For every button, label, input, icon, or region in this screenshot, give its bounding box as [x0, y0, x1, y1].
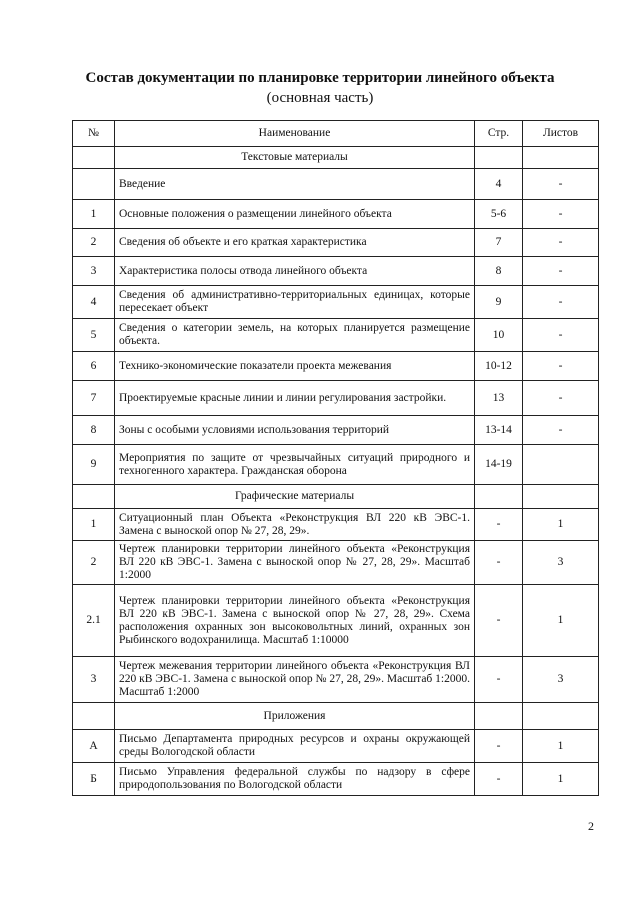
row-page: - [475, 541, 523, 585]
table-row [73, 200, 599, 229]
title-sub: (основная часть) [266, 90, 374, 106]
section-title: Графические материалы [115, 485, 475, 509]
row-num: 9 [73, 445, 115, 485]
row-page: - [475, 509, 523, 541]
table-row [73, 352, 599, 381]
row-num: 1 [73, 200, 115, 229]
header-page: Стр. [475, 121, 523, 147]
row-name: Сведения об объекте и его краткая характеристика [115, 229, 475, 257]
table-row [73, 169, 599, 200]
table-row [73, 381, 599, 416]
row-sheets: - [523, 229, 599, 257]
row-num: 8 [73, 416, 115, 445]
row-page: - [475, 585, 523, 657]
row-page: - [475, 730, 523, 763]
row-name: Проектируемые красные линии и линии регулирования застройки. [115, 381, 475, 416]
row-page: 13 [475, 381, 523, 416]
row-page: 8 [475, 257, 523, 286]
row-sheets: - [523, 352, 599, 381]
row-page: 10 [475, 319, 523, 352]
row-num: 4 [73, 286, 115, 319]
row-page: - [475, 763, 523, 796]
row-sheets: 1 [523, 730, 599, 763]
row-page: 13-14 [475, 416, 523, 445]
row-name: Технико-экономические показатели проекта межевания [115, 352, 475, 381]
row-page: 7 [475, 229, 523, 257]
row-sheets: - [523, 200, 599, 229]
row-num: 2 [73, 229, 115, 257]
section-title: Приложения [115, 703, 475, 730]
table-row [73, 730, 599, 763]
row-name: Чертеж планировки территории линейного объекта «Реконструкция ВЛ 220 кВ ЭВС-1. Замена с выноской опор № 27, 28, 29». Масштаб 1:2000 [115, 541, 475, 585]
row-page: 4 [475, 169, 523, 200]
row-name: Ситуационный план Объекта «Реконструкция ВЛ 220 кВ ЭВС-1. Замена с выноской опор № 27, 28, 29». [115, 509, 475, 541]
row-name: Письмо Управления федеральной службы по надзору в сфере природопользования по Вологодской области [115, 763, 475, 796]
section-row [73, 485, 599, 509]
row-num: 5 [73, 319, 115, 352]
row-num: 7 [73, 381, 115, 416]
row-sheets: - [523, 319, 599, 352]
row-name: Чертеж межевания территории линейного объекта «Реконструкция ВЛ 220 кВ ЭВС-1. Замена с выноской опор № 27, 28, 29». Масштаб 1:2000. Масштаб 1:2000 [115, 657, 475, 703]
row-page: 10-12 [475, 352, 523, 381]
row-name: Введение [115, 169, 475, 200]
row-num: Б [73, 763, 115, 796]
table-row [73, 445, 599, 485]
row-page: 9 [475, 286, 523, 319]
row-sheets: - [523, 286, 599, 319]
row-sheets: 1 [523, 509, 599, 541]
table-row [73, 763, 599, 796]
row-sheets: 1 [523, 763, 599, 796]
row-name: Характеристика полосы отвода линейного объекта [115, 257, 475, 286]
row-sheets: 3 [523, 657, 599, 703]
row-name: Сведения об административно-территориальных единицах, которые пересекает объект [115, 286, 475, 319]
row-sheets: - [523, 416, 599, 445]
row-num: 2.1 [73, 585, 115, 657]
table-row [73, 585, 599, 657]
table-row [73, 509, 599, 541]
table-row [73, 286, 599, 319]
row-num: А [73, 730, 115, 763]
row-sheets: - [523, 257, 599, 286]
document-title [0, 68, 640, 108]
table-row [73, 416, 599, 445]
header-num: № [73, 121, 115, 147]
row-num [73, 169, 115, 200]
row-num: 3 [73, 257, 115, 286]
row-page: - [475, 657, 523, 703]
row-name: Мероприятия по защите от чрезвычайных ситуаций природного и техногенного характера. Гражданская оборона [115, 445, 475, 485]
table-row [73, 657, 599, 703]
page-number: 2 [588, 819, 594, 833]
row-name: Основные положения о размещении линейного объекта [115, 200, 475, 229]
row-name: Чертеж планировки территории линейного объекта «Реконструкция ВЛ 220 кВ ЭВС-1. Замена с выноской опор № 27, 28, 29». Схема расположения охранных зон высоковольтных линий, охранных зон Рыбинского водохранилища. Масштаб 1:10000 [115, 585, 475, 657]
documentation-table [72, 120, 599, 796]
table-row [73, 541, 599, 585]
row-name: Письмо Департамента природных ресурсов и охраны окружающей среды Вологодской области [115, 730, 475, 763]
row-num: 1 [73, 509, 115, 541]
table-header-row [73, 121, 599, 147]
row-name: Зоны с особыми условиями использования территорий [115, 416, 475, 445]
header-name: Наименование [115, 121, 475, 147]
section-row [73, 147, 599, 169]
row-sheets: 3 [523, 541, 599, 585]
row-num: 6 [73, 352, 115, 381]
row-sheets: - [523, 381, 599, 416]
table-row [73, 257, 599, 286]
row-num: 3 [73, 657, 115, 703]
row-sheets [523, 445, 599, 485]
table-row [73, 229, 599, 257]
row-name: Сведения о категории земель, на которых планируется размещение объекта. [115, 319, 475, 352]
table-row [73, 319, 599, 352]
row-page: 5-6 [475, 200, 523, 229]
section-title: Текстовые материалы [115, 147, 475, 169]
section-row [73, 703, 599, 730]
row-sheets: 1 [523, 585, 599, 657]
row-num: 2 [73, 541, 115, 585]
row-sheets: - [523, 169, 599, 200]
row-page: 14-19 [475, 445, 523, 485]
title-main: Состав документации по планировке территории линейного объекта [85, 70, 555, 86]
header-sheets: Листов [523, 121, 599, 147]
